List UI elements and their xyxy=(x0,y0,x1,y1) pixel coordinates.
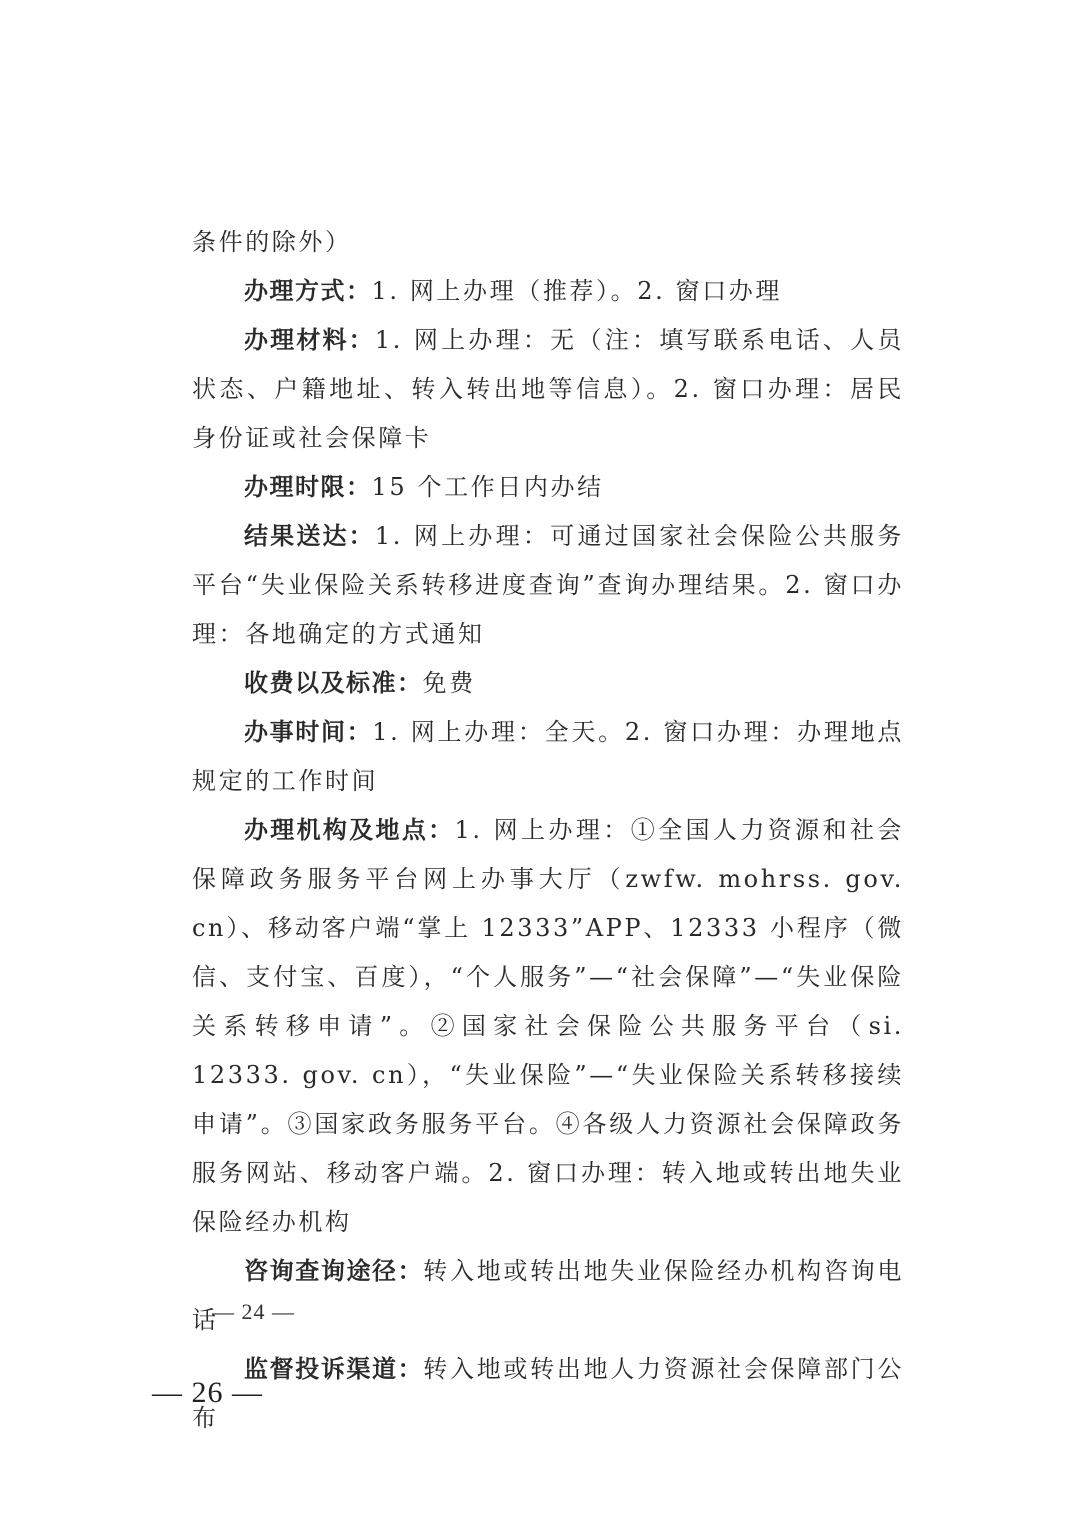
section-text: 1. 网上办理：全天。2. 窗口办理：办理地点规定的工作时间 xyxy=(192,718,904,795)
section-text: 1. 网上办理：①全国人力资源和社会保障政务服务平台网上办事大厅（zwfw. mohrss. gov. cn）、移动客户端“掌上 12333”APP、12333 小程序（微信、支付宝、百度），“个人服务”—“社会保障”—“失业保险关系转移申请”。②国家社会保险公共服务平台（si. 12333. gov. cn），“失业保险”—“失业保险关系转移接续申请”。③国家政务服务平台。④各级人力资源社会保障政务服务网站、移动客户端。2. 窗口办理：转入地或转出地失业保险经办机构 xyxy=(192,816,905,1236)
section-fees xyxy=(192,659,904,708)
section-handling-method xyxy=(192,267,904,316)
section-text: 转入地或转出地失业保险经办机构咨询电话 xyxy=(192,1257,904,1334)
section-time-limit xyxy=(192,463,904,512)
section-label: 办理方式： xyxy=(244,277,372,305)
section-label: 办理时限： xyxy=(244,473,372,501)
section-label: 结果送达： xyxy=(244,522,375,550)
section-materials xyxy=(192,316,904,463)
section-label: 办事时间： xyxy=(244,718,373,746)
section-result-delivery xyxy=(192,512,904,659)
outer-page-number: — 26 — xyxy=(152,1376,263,1409)
continuation-text: 条件的除外） xyxy=(192,228,352,256)
section-text: 免费 xyxy=(422,669,476,697)
section-label: 办理材料： xyxy=(244,326,375,354)
section-office-hours xyxy=(192,708,904,806)
section-text: 15 个工作日内办结 xyxy=(371,473,604,501)
section-text: 1. 网上办理（推荐）。2. 窗口办理 xyxy=(371,277,782,305)
section-label: 收费以及标准： xyxy=(244,669,423,697)
section-label: 监督投诉渠道： xyxy=(244,1355,424,1383)
section-text: 转入地或转出地人力资源社会保障部门公布 xyxy=(192,1355,904,1432)
section-label: 办理机构及地点： xyxy=(244,816,455,844)
inner-page-number: — 24 — xyxy=(212,1299,295,1324)
section-text: 1. 网上办理：可通过国家社会保险公共服务平台“失业保险关系转移进度查询”查询办理结果。2. 窗口办理：各地确定的方式通知 xyxy=(192,522,904,648)
section-complaint-channels xyxy=(192,1345,904,1443)
section-label: 咨询查询途径： xyxy=(244,1257,424,1285)
section-agencies-locations xyxy=(192,806,904,1247)
section-text: 1. 网上办理：无（注：填写联系电话、人员状态、户籍地址、转入转出地等信息）。2. 窗口办理：居民身份证或社会保障卡 xyxy=(192,326,904,452)
document-body xyxy=(192,218,904,1443)
section-inquiry-channels xyxy=(192,1247,904,1345)
